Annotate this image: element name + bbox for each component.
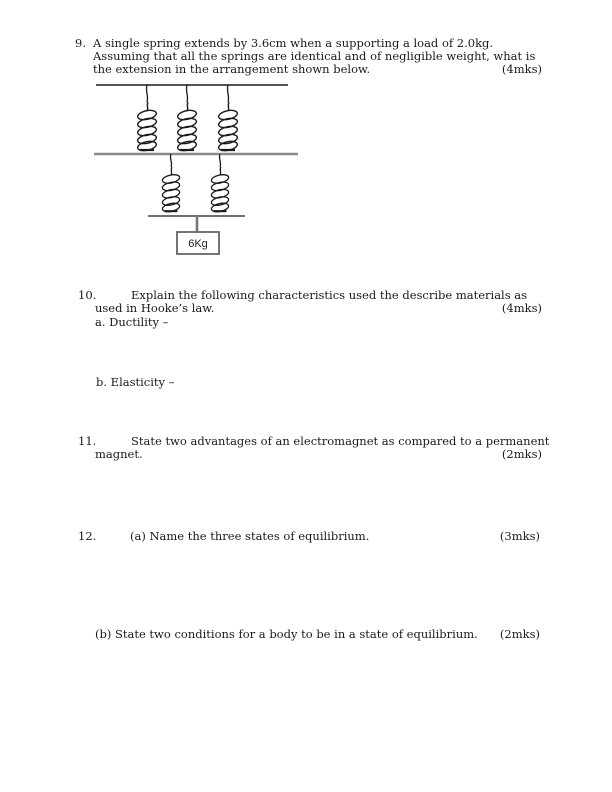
question-11-line-2: magnet. [95,447,143,461]
question-9-line-2: Assuming that all the springs are identical and of negligible weight, what is [93,49,536,63]
question-12-marks-b: (2mks) [499,627,540,641]
question-10-marks: (4mks) [501,301,542,315]
spring-connector [219,154,220,167]
spring-coil [211,167,230,213]
spring-connector [146,85,147,102]
question-10-line-2: used in Hooke’s law. [95,301,215,315]
spring-coil [218,102,238,152]
spring-connector [227,85,228,102]
question-12-marks-a: (3mks) [499,529,540,543]
question-9-line-3: the extension in the arrangement shown below. [93,62,371,76]
question-10-number: 10. [78,288,97,302]
question-12-part-b: (b) State two conditions for a body to be in a state of equilibrium. [95,627,478,641]
question-12-number: 12. [78,529,97,543]
spring-connector [186,85,187,102]
question-11-line-1: State two advantages of an electromagnet as compared to a permanent [131,434,550,448]
question-11-marks: (2mks) [501,447,542,461]
question-10-item-a: a. Ductility – [95,315,169,329]
question-10-line-1: Explain the following characteristics used the describe materials as [131,288,528,302]
spring-coil [177,102,197,152]
question-10-item-b: b. Elasticity – [96,375,175,389]
question-9-marks: (4mks) [501,62,542,76]
weight-label: 6Kg [188,238,208,250]
spring-connector [170,154,171,167]
question-9-line-1: A single spring extends by 3.6cm when a supporting a load of 2.0kg. [93,36,494,50]
question-12-part-a: (a) Name the three states of equilibrium. [130,529,370,543]
spring-arrangement-diagram [80,78,320,263]
spring-coil [137,102,157,152]
question-9-number: 9. [75,36,86,50]
spring-coil [162,167,181,213]
question-11-number: 11. [78,434,97,448]
